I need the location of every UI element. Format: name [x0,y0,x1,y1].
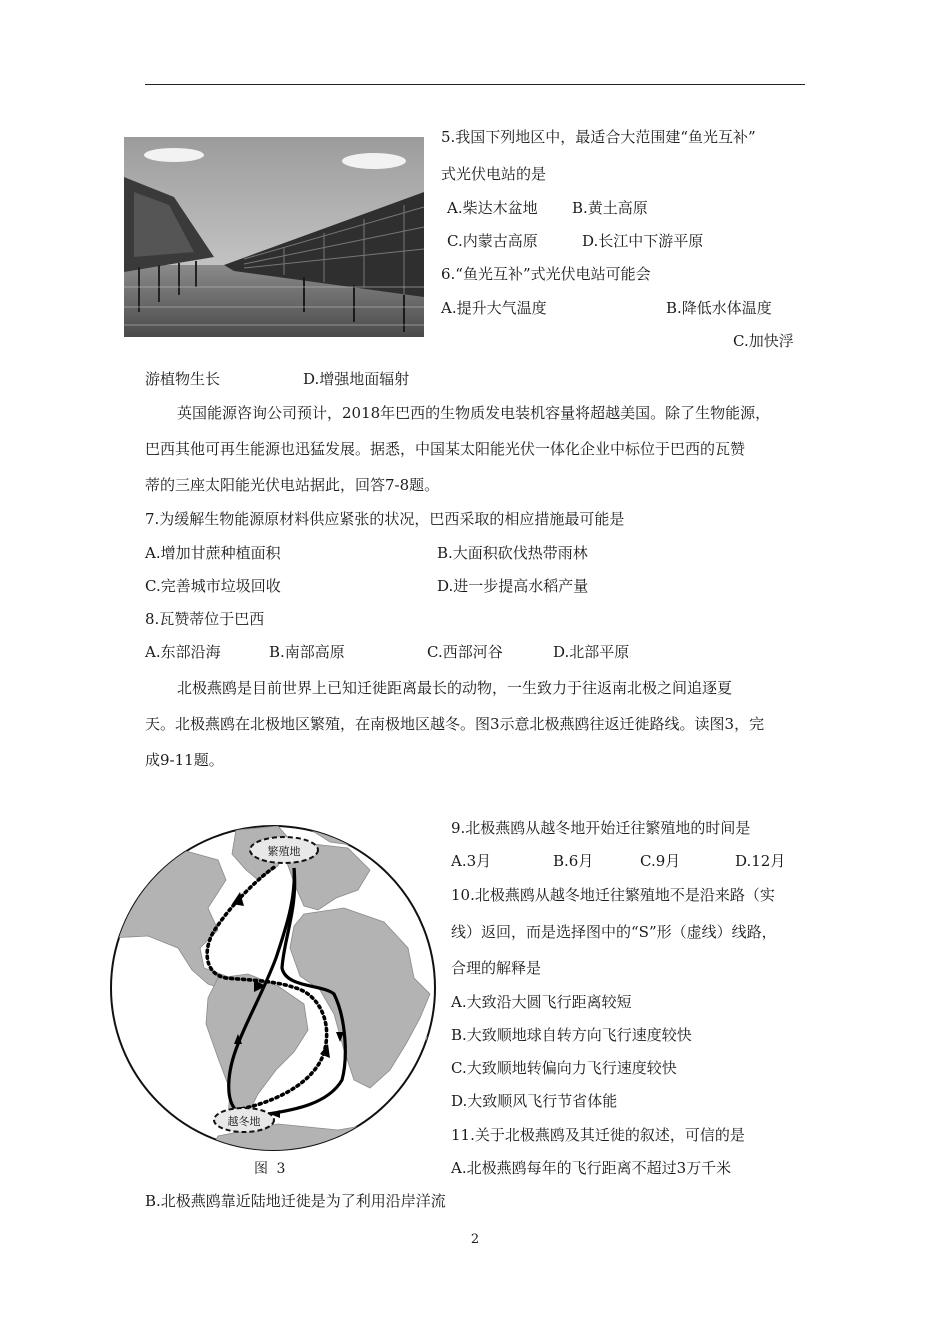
q8-option-d: D.北部平原 [553,643,630,661]
q6-option-a: A.提升大气温度 [441,299,547,317]
q9-option-d: D.12月 [735,852,786,870]
q5-stem-line1: 5.我国下列地区中，最适合大范围建“鱼光互补” [441,128,756,146]
q6-option-d: D.增强地面辐射 [303,370,410,388]
passage2-line1: 北极燕鸥是目前世界上已知迁徙距离最长的动物，一生致力于往返南北极之间追逐夏 [177,679,733,697]
q10-stem-line2: 线）返回，而是选择图中的“S”形（虚线）线路， [451,923,777,941]
passage1-line3: 蒂的三座太阳能光伏电站据此，回答7-8题。 [145,476,440,494]
migration-route-map [108,818,438,1156]
q7-stem: 7.为缓解生物能源原材料供应紧张的状况，巴西采取的相应措施最可能是 [145,510,625,528]
passage1-line2: 巴西其他可再生能源也迅猛发展。据悉，中国某太阳能光伏一体化企业中标位于巴西的瓦赞 [145,440,746,458]
q5-option-c: C.内蒙古高原 [447,232,538,250]
q5-stem-line2: 式光伏电站的是 [441,165,547,183]
breeding-label: 繁殖地 [267,845,301,858]
q8-stem: 8.瓦赞蒂位于巴西 [145,610,265,628]
passage1-line1: 英国能源咨询公司预计，2018年巴西的生物质发电装机容量将超越美国。除了生物能源， [177,404,771,422]
q10-stem-line1: 10.北极燕鸥从越冬地迁往繁殖地不是沿来路（实 [451,886,775,904]
q8-option-b: B.南部高原 [269,643,345,661]
passage2-line2: 天。北极燕鸥在北极地区繁殖，在南极地区越冬。图3示意北极燕鸥往返迁徙路线。读图3，完 [145,715,765,733]
q10-option-b: B.大致顺地球自转方向飞行速度较快 [451,1026,692,1044]
q10-option-d: D.大致顺风飞行节省体能 [451,1092,618,1110]
q7-option-a: A.增加甘蔗种植面积 [145,544,281,562]
q7-option-d: D.进一步提高水稻产量 [437,577,589,595]
q11-option-b: B.北极燕鸥靠近陆地迁徙是为了利用沿岸洋流 [145,1192,446,1210]
header-rule [145,84,805,85]
q6-option-b: B.降低水体温度 [666,299,772,317]
q9-option-b: B.6月 [553,852,594,870]
q6-stem: 6.“鱼光互补”式光伏电站可能会 [441,265,651,283]
q11-option-a: A.北极燕鸥每年的飞行距离不超过3万千米 [451,1159,732,1177]
q8-option-a: A.东部沿海 [145,643,221,661]
passage2-line3: 成9-11题。 [145,751,224,769]
q5-option-d: D.长江中下游平原 [582,232,704,250]
q11-stem: 11.关于北极燕鸥及其迁徙的叙述，可信的是 [451,1126,745,1144]
q10-option-a: A.大致沿大圆飞行距离较短 [451,993,632,1011]
q7-option-b: B.大面积砍伐热带雨林 [437,544,588,562]
q5-option-a: A.柴达木盆地 [447,199,538,217]
q10-option-c: C.大致顺地转偏向力飞行速度较快 [451,1059,677,1077]
q9-option-a: A.3月 [451,852,492,870]
q5-option-b: B.黄土高原 [572,199,648,217]
figure-caption: 图 3 [254,1161,288,1177]
solar-panel-photo [124,137,424,337]
q8-option-c: C.西部河谷 [427,643,503,661]
q6-option-c: C.加快浮 [733,332,794,350]
q9-option-c: C.9月 [640,852,681,870]
q6-option-c-cont: 游植物生长 [145,370,221,388]
q10-stem-line3: 合理的解释是 [451,959,542,977]
wintering-label: 越冬地 [227,1115,261,1128]
q7-option-c: C.完善城市垃圾回收 [145,577,281,595]
q9-stem: 9.北极燕鸥从越冬地开始迁往繁殖地的时间是 [451,819,751,837]
page-number: 2 [470,1232,480,1247]
